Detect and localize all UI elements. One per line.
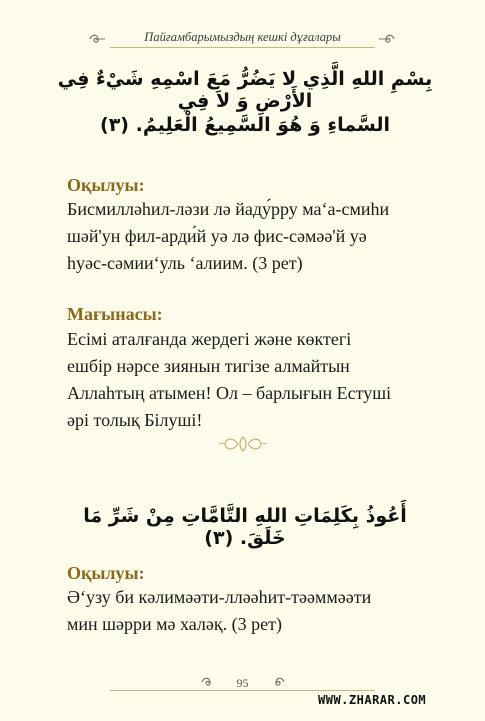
reading-line: һуәс-сәмии‘уль ‘алиим. (3 рет) — [67, 253, 303, 273]
meaning-line: Аллаһтың атымен! Ол – барлығын Естуші — [67, 383, 392, 403]
dua2-reading-heading: Оқылуы: — [67, 563, 145, 583]
dua2-reading-text — [67, 584, 427, 638]
footer-rule — [110, 690, 375, 691]
page-number: 95 — [236, 676, 249, 690]
reading-line: шәй'ун фил-арди́й уә лә фис-сәмәә'й уә — [67, 226, 367, 246]
reading-line: мин шәрри мә халәқ. (3 рет) — [67, 614, 282, 634]
dua1-reading-text — [67, 196, 427, 277]
header-ornament-right-icon — [378, 33, 396, 45]
running-header-title: Пайғамбарымыздың кешкі дұғалары — [144, 30, 341, 44]
meaning-line: әрі толық Білуші! — [67, 410, 203, 430]
meaning-line: ешбір нәрсе зиянын тигізе алмайтын — [67, 356, 350, 376]
reading-line: Бисмилләһил-ләзи лә йаду́рру ма‘а-смиһи — [67, 199, 390, 219]
dua1-meaning-heading: Мағынасы: — [67, 304, 163, 324]
site-watermark: WWW.ZHARAR.COM — [318, 693, 427, 707]
footer-ornament-right-icon — [268, 676, 286, 688]
reading-line: Ә‘узу би кәлимәәти-лләәһит-тәәммәәти — [67, 587, 372, 607]
dua1-meaning-text — [67, 326, 427, 434]
dua1-reading-heading: Оқылуы: — [67, 175, 145, 195]
page-header — [0, 0, 485, 60]
meaning-line: Есімі аталғанда жердегі және көктегі — [67, 329, 352, 349]
dua1-arabic-line-2: السَّماءِ وَ هُوَ السَّمِيعُ الْعَلِيمُ. (٣) — [100, 114, 390, 136]
dua2-arabic: أَعُوذُ بِكَلِمَاتِ اللهِ التَّامَّاتِ مِنْ شَرِّ مَا خَلَقَ. (٣) — [83, 505, 407, 549]
dua1-arabic-line-1: بِسْمِ اللهِ الَّذِي لا يَضُرُّ مَعَ اسْمِهِ شَيْءٌ فِي الأَرْضِ وَ لاَ فِي — [57, 68, 433, 112]
section-divider-ornament-icon — [218, 433, 268, 455]
header-rule — [110, 47, 375, 48]
